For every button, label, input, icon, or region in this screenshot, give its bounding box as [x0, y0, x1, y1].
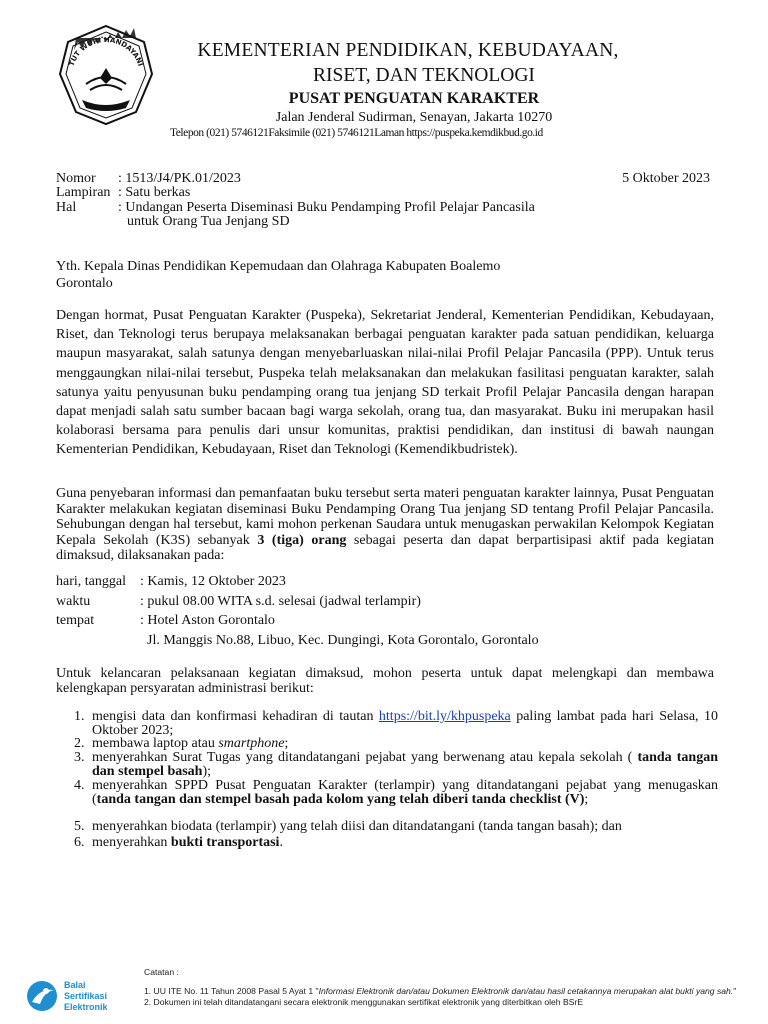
item1-text-2: paling lambat pada hari Selasa, 10 Oktober 2023; [92, 709, 718, 738]
schedule-place-address: Jl. Manggis No.88, Libuo, Kec. Dungingi, Kota Gorontalo, Gorontalo [147, 633, 539, 648]
lampiran-value: : Satu berkas [118, 185, 191, 200]
schedule-place-row [56, 613, 275, 629]
item2-text-2: ; [284, 736, 289, 751]
nomor-row [56, 171, 241, 186]
bsre-label-line1: Balai [64, 980, 86, 990]
item5-text: menyerahkan biodata (terlampir) yang telah diisi dan ditandatangani (tanda tangan basah); dan [92, 819, 622, 834]
item3-text-2: ); [202, 763, 212, 779]
item6-bold: bukti transportasi [170, 835, 280, 850]
list-item-number: 3. [74, 750, 85, 765]
ministry-name-line2: RISET, DAN TEKNOLOGI [313, 65, 535, 86]
schedule-place-value: : Hotel Aston Gorontalo [140, 613, 275, 628]
recipient-block [56, 258, 500, 292]
item1-text-1: mengisi data dan konfirmasi kehadiran di tautan [92, 709, 379, 724]
hal-value-line1: : Undangan Peserta Diseminasi Buku Pendamping Profil Pelajar Pancasila [118, 200, 535, 215]
recipient-line2: Gorontalo [56, 276, 113, 291]
item3-bold: tanda tangan dan stempel basah [92, 750, 718, 779]
schedule-day-row [56, 574, 286, 590]
paragraph2-text-2: sebagai peserta dan dapat berpartisipasi aktif pada kegiatan dimaksud, dilaksanakan pada: [56, 532, 714, 563]
list-item-number: 6. [74, 835, 85, 850]
item6-text-1: menyerahkan [92, 835, 171, 850]
hal-row [56, 200, 535, 215]
letter-date: 5 Oktober 2023 [622, 171, 710, 186]
schedule-time-label: waktu [56, 594, 91, 609]
participant-count: 3 (tiga) orang [257, 532, 347, 548]
body-paragraph-1: Dengan hormat, Pusat Penguatan Karakter (Puspeka), Sekretariat Jenderal, Kementerian Pendidikan, Kebudayaan, Riset, dan Teknologi terus berupaya melaksanakan berbagai penguatan karakter pada satuan pendidikan, keluarga maupun masyarakat, salah satunya dengan menyebarluaskan nilai-nilai Profil Pelajar Pancasila (PPP). Untuk terus menggaungkan nilai-nilai tersebut, Puspeka telah melaksanakan dan melakukan fasilitasi penguatan karakter, salah satunya yaitu penyusunan buku pendamping orang tua jenjang SD terkait Profil Pelajar Pancasila dengan harapan dapat menjadi salah satu sumber bacaan bagi warga sekolah, orang tua, dan masyarakat. Buku ini merupakan hasil kolaborasi bersama para penulis dari unsur komunitas, praktisi pendidikan, dan institusi di bawah naungan Kementerian Pendidikan, Kebudayaan, Riset dan Teknologi (Kemendikbudristek). [56, 308, 714, 458]
note1-italic: Informasi Elektronik dan/atau Dokumen Elektronik dan/atau hasil cetakannya merupakan alat bukti yang sah. [318, 986, 734, 996]
schedule-time-value: : pukul 08.00 WITA s.d. selesai (jadwal terlampir) [140, 594, 421, 609]
list-item-number: 2. [74, 736, 85, 751]
item2-italic: smartphone [218, 736, 285, 751]
office-address: Jalan Jenderal Sudirman, Senayan, Jakarta 10270 [275, 110, 553, 125]
lampiran-label: Lampiran [56, 185, 111, 200]
footer-note-1 [144, 986, 754, 997]
footer-notes-title: Catatan : [144, 967, 179, 977]
item4-text-2: ; [584, 791, 589, 807]
recipient-line1: Yth. Kepala Dinas Pendidikan Kepemudaan dan Olahraga Kabupaten Boalemo [56, 259, 501, 274]
bsre-label-line3: Elektronik [64, 1002, 108, 1012]
item3-text-1: menyerahkan Surat Tugas yang ditandatangani pejabat yang berwenang atau kepala sekolah ( [92, 750, 638, 765]
body-paragraph-3: Untuk kelancaran pelaksanaan kegiatan dimaksud, mohon peserta untuk dapat melengkapi dan membawa kelengkapan persyaratan administrasi berikut: [56, 666, 714, 696]
ministry-name-line1: KEMENTERIAN PENDIDIKAN, KEBUDAYAAN, [197, 40, 619, 61]
footer-note-2: 2. Dokumen ini telah ditandatangani secara elektronik menggunakan sertifikat elektronik yang diterbitkan oleh BSrE [144, 997, 584, 1007]
footer-notes [144, 967, 754, 1008]
registration-link[interactable]: https://bit.ly/khpuspeka [378, 709, 511, 724]
hal-label: Hal [56, 200, 77, 215]
item4-text-1: menyerahkan SPPD Pusat Penguatan Karakter (terlampir) yang ditandatangani pejabat yang menugaskan ( [92, 778, 718, 807]
logo-motto: TUT WURI HANDAYANI [67, 35, 145, 68]
schedule-day-label: hari, tanggal [56, 574, 126, 589]
list-item-number: 1. [74, 709, 85, 724]
paragraph2-text-1: Guna penyebaran informasi dan pemanfaatan buku tersebut serta materi penguatan karakter lainnya, Pusat Penguatan Karakter melakukan kegiatan diseminasi Buku Pendamping Orang Tua jenjang SD tentang Profil Pelajar Pancasila. Sehubungan dengan hal tersebut, kami mohon perkenan Saudara untuk menugaskan perwakilan Kelompok Kegiatan Kepala Sekolah (K3S) sebanyak [56, 486, 714, 548]
list-item-number: 5. [74, 819, 85, 834]
nomor-value: : 1513/J4/PK.01/2023 [118, 171, 241, 186]
nomor-label: Nomor [56, 171, 96, 186]
unit-name: PUSAT PENGUATAN KARAKTER [288, 90, 540, 107]
schedule-time-row [56, 594, 421, 610]
bsre-logo [24, 976, 144, 1016]
body-paragraph-2 [56, 486, 714, 564]
hal-value-line2: untuk Orang Tua Jenjang SD [127, 214, 290, 229]
office-contact: Telepon (021) 5746121Faksimile (021) 5746121Laman https://puspeka.kemdikbud.go.id [170, 127, 543, 139]
note1-prefix: 1. UU ITE No. 11 Tahun 2008 Pasal 5 Ayat 1 " [144, 986, 319, 996]
item2-text-1: membawa laptop atau [92, 736, 219, 751]
list-item-number: 4. [74, 778, 85, 793]
item6-text-2: . [279, 835, 283, 850]
note1-suffix: " [733, 986, 737, 996]
item4-bold: tanda tangan dan stempel basah pada kolom yang telah diberi tanda checklist (V) [96, 791, 585, 807]
schedule-day-value: : Kamis, 12 Oktober 2023 [140, 574, 286, 589]
lampiran-row [56, 185, 190, 200]
bsre-label-line2: Sertifikasi [64, 991, 108, 1001]
schedule-place-label: tempat [56, 613, 95, 628]
